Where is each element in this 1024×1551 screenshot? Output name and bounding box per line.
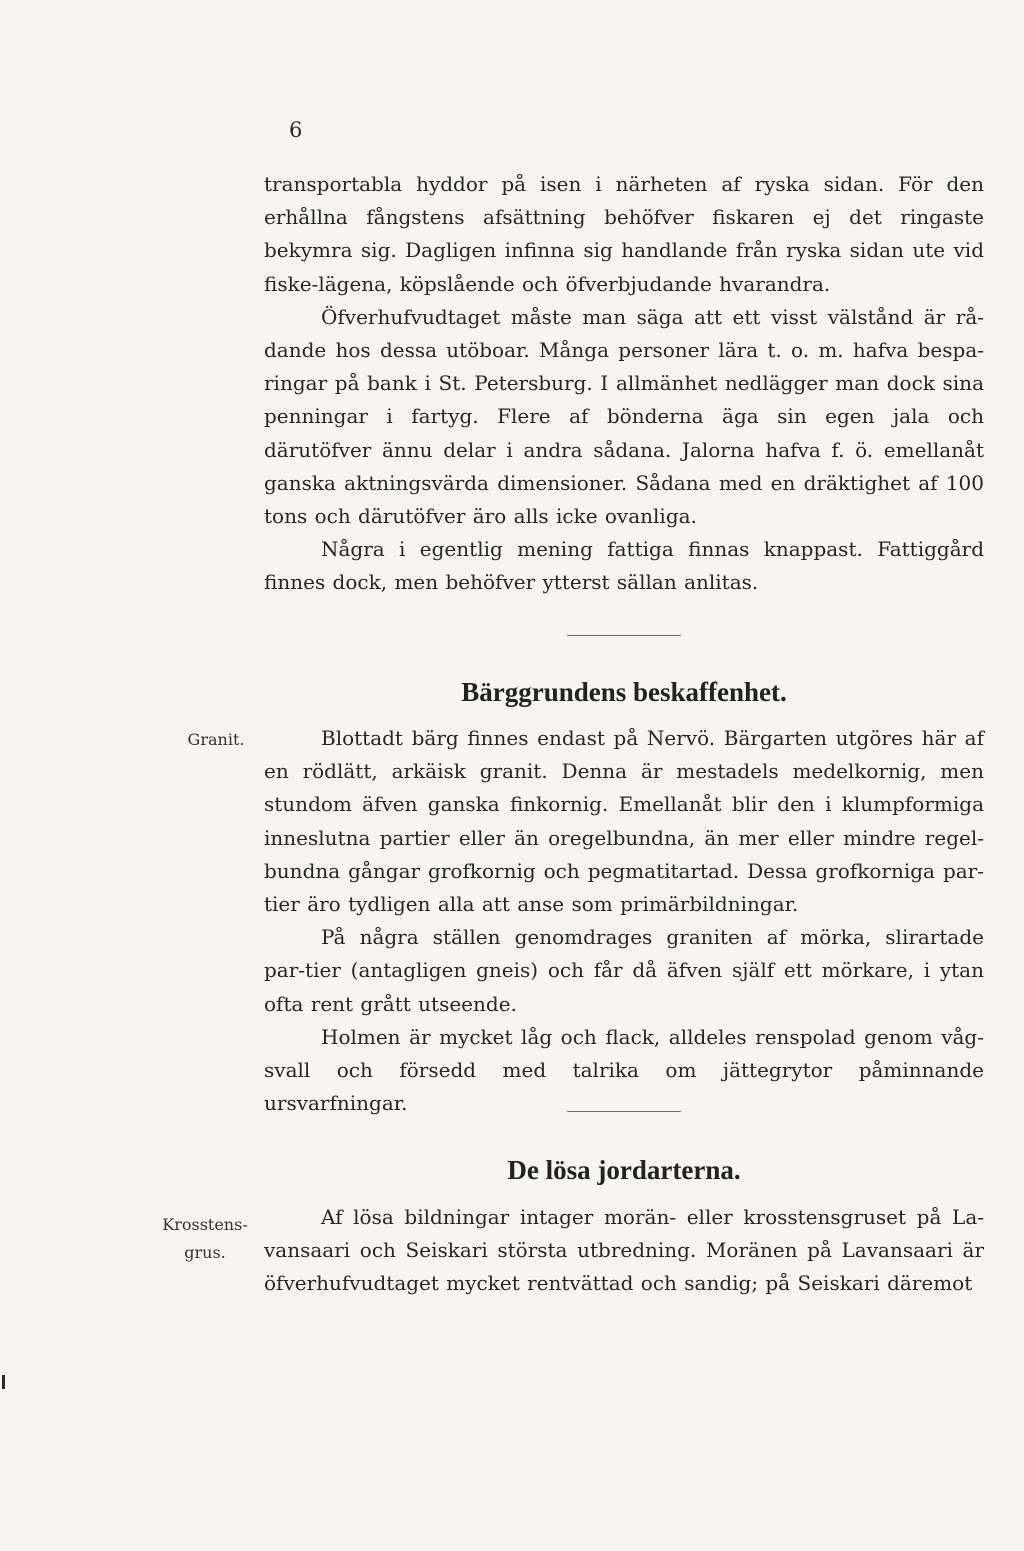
paragraph: På några ställen genomdrages graniten af mörka, slirartade par-tier (antagligen gneis) och får då äfven själf ett mörkare, i ytan ofta rent grått utseende.	[264, 925, 984, 1016]
paragraph: Några i egentlig mening fattiga finnas knappast. Fattiggård finnes dock, men behöfver ytterst sällan anlitas.	[264, 537, 984, 595]
margin-note-krosstensgrus	[150, 1211, 260, 1267]
paragraph: Holmen är mycket låg och flack, alldeles renspolad genom våg-svall och försedd med talrika om jättegrytor påminnande ursvarfningar.	[264, 1024, 984, 1116]
bedrock-text	[264, 722, 984, 1120]
section-divider	[567, 635, 681, 636]
paragraph: Af lösa bildningar intager morän- eller krosstensgruset på La-vansaari och Seiskari största utbredning. Moränen på Lavansaari är öfverhufvudtaget mycket rentvättad och sandig; på Seiskari däremot	[264, 1205, 984, 1296]
intro-text	[264, 168, 984, 600]
paragraph: Blottadt bärg finnes endast på Nervö. Bärgarten utgöres här af en rödlätt, arkäisk granit. Denna är mestadels medelkornig, men stundom äfven ganska finkornig. Emellanåt blir den i klumpformiga inneslutna partier eller än oregelbundna, än mer eller mindre regel-bundna gångar grofkornig och pegmatitartad. Dessa grofkorniga par-tier äro tydligen alla att anse som primärbildningar.	[264, 726, 984, 917]
paragraph: transportabla hyddor på isen i närheten af ryska sidan. För den erhållna fångstens afsättning behöfver fiskaren ej det ringaste bekymra sig. Dagligen infinna sig handlande från ryska sidan ute vid fiske-lägena, köpslående och öfverbjudande hvarandra.	[264, 172, 984, 296]
page-number: 6	[289, 118, 303, 142]
section-heading-soil: De lösa jordarterna.	[507, 1155, 741, 1185]
scan-edge-mark	[2, 1375, 5, 1389]
section-heading-bedrock: Bärggrundens beskaffenhet.	[461, 677, 787, 707]
margin-note-granit: Granit.	[187, 730, 245, 749]
section-divider	[567, 1111, 681, 1112]
margin-note-line: Krosstens-	[162, 1215, 248, 1234]
margin-note-line: grus.	[184, 1243, 226, 1262]
paragraph: Öfverhufvudtaget måste man säga att ett visst välstånd är rå-dande hos dessa utöboar. Många personer lära t. o. m. hafva bespa-ringar på bank i St. Petersburg. I allmänhet nedlägger man dock sina penningar i fartyg. Flere af bönderna äga sin egen jala och därutöfver ännu delar i andra sådana. Jalorna hafva f. ö. emellanåt ganska aktningsvärda dimensioner. Sådana med en dräktighet af 100 tons och därutöfver äro alls icke ovanliga.	[264, 304, 984, 529]
soil-text	[264, 1201, 984, 1301]
